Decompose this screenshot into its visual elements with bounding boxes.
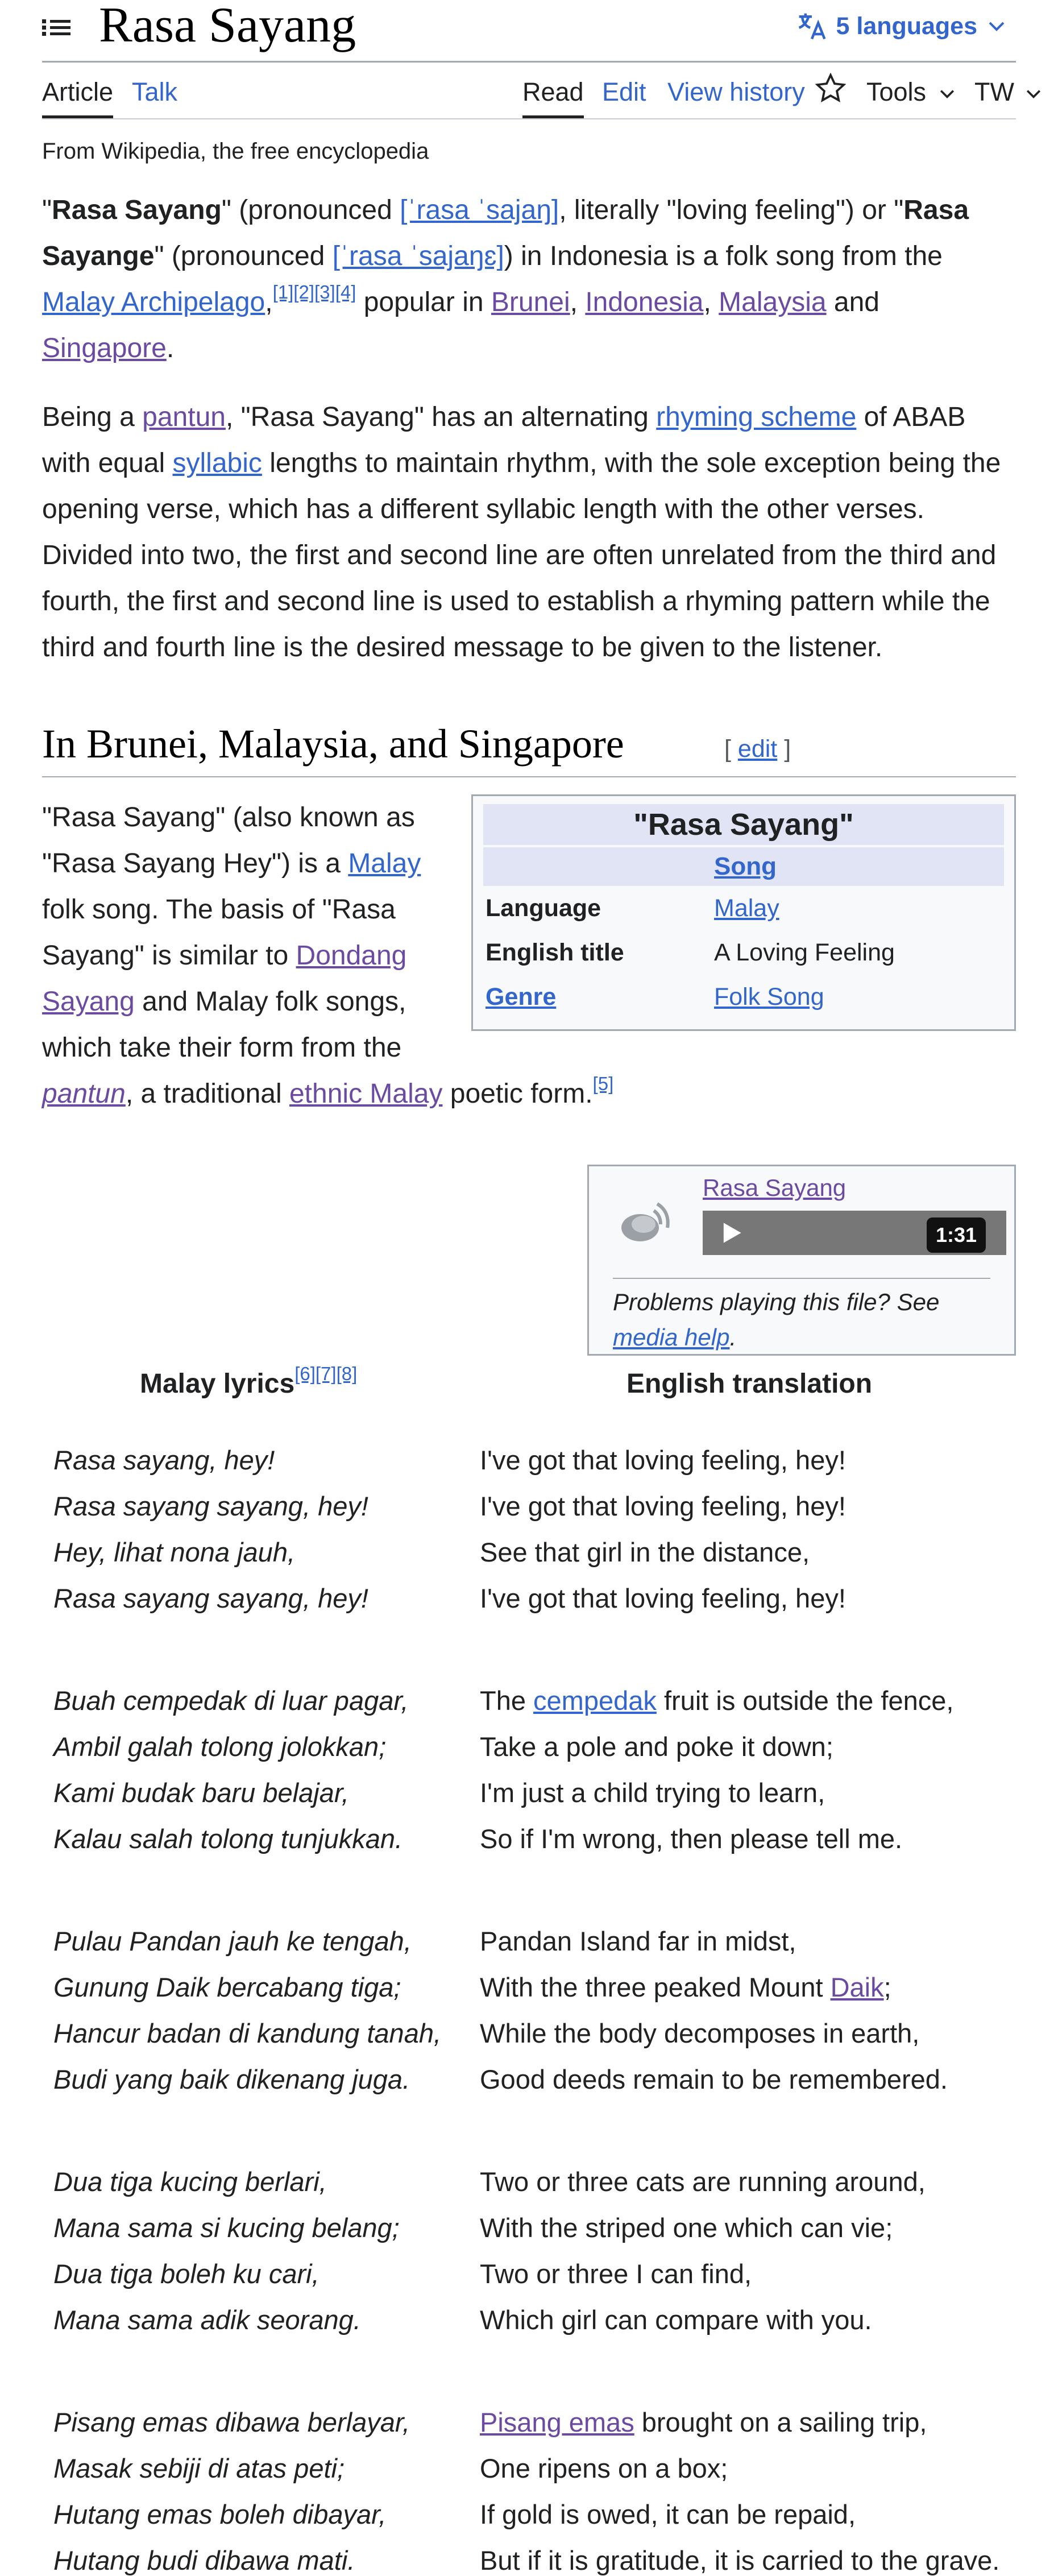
lyric-link[interactable]: Pisang emas [480, 2407, 634, 2437]
play-icon[interactable] [719, 1220, 744, 1245]
citation-link[interactable]: [1] [272, 281, 294, 303]
section-title: In Brunei, Malaysia, and Singapore [42, 721, 624, 767]
infobox-title: "Rasa Sayang" [483, 804, 1004, 845]
ipa-link[interactable]: [ˈrasa ˈsajaŋ] [400, 195, 559, 225]
translate-icon [796, 10, 828, 42]
song-link[interactable]: Song [714, 852, 777, 880]
malay-lyric-line: Dua tiga kucing berlari, [53, 2167, 327, 2197]
malay-lyric-line: Hey, lihat nona jauh, [53, 1537, 296, 1567]
ethnic-malay-link[interactable]: ethnic Malay [289, 1079, 443, 1109]
chevron-down-icon [937, 84, 957, 104]
english-lyric-line: I'm just a child trying to learn, [480, 1778, 825, 1808]
english-lyric-line [480, 1972, 891, 2003]
tw-menu[interactable] [974, 77, 1044, 107]
pantun-link[interactable]: pantun [42, 1079, 126, 1109]
text: lengths to maintain rhythm, with the sole exception being the [262, 448, 1001, 478]
audio-help [613, 1285, 939, 1355]
chevron-down-icon [1023, 84, 1044, 104]
text: with equal [42, 448, 173, 478]
citation-link[interactable]: [2] [293, 281, 314, 303]
malay-lyric-line: Ambil galah tolong jolokkan; [53, 1732, 387, 1762]
intro-paragraph [42, 187, 1016, 371]
english-translation-header: English translation [626, 1369, 873, 1399]
text: Problems playing this file? See [613, 1289, 940, 1315]
english-lyric-line [480, 1685, 953, 1716]
english-lyric-line: I've got that loving feeling, hey! [480, 1445, 846, 1475]
infobox-subtitle [483, 847, 1004, 886]
english-lyric-line: If gold is owed, it can be repaid, [480, 2499, 856, 2529]
text-line [42, 840, 421, 887]
english-lyric-line: But if it is gratitude, it is carried to the grave. [480, 2545, 1000, 2575]
audio-duration: 1:31 [927, 1217, 986, 1253]
text: " [42, 195, 52, 225]
text: brought on a sailing trip, [634, 2407, 927, 2437]
pantun-link[interactable]: pantun [142, 402, 226, 432]
malay-lyric-line: Rasa sayang sayang, hey! [53, 1583, 368, 1613]
languages-label: 5 languages [836, 12, 977, 40]
language-value-link[interactable]: Malay [714, 894, 779, 922]
tab-talk[interactable]: Talk [132, 77, 178, 106]
tab-article[interactable]: Article [42, 77, 114, 106]
english-lyric-line: Two or three I can find, [480, 2259, 752, 2289]
tab-read[interactable]: Read [522, 77, 584, 106]
ipa-link[interactable]: [ˈrasa ˈsajaŋɛ] [332, 241, 504, 271]
text: Sayang" is similar to [42, 941, 296, 971]
page-header [42, 0, 1016, 63]
malaysia-link[interactable]: Malaysia [719, 287, 827, 317]
brunei-link[interactable]: Brunei [491, 287, 570, 317]
malay-lyric-line: Budi yang baik dikenang juga. [53, 2064, 410, 2094]
english-lyric-line: So if I'm wrong, then please tell me. [480, 1824, 903, 1854]
infobox-label: Language [486, 894, 601, 922]
genre-value-link[interactable]: Folk Song [714, 983, 824, 1010]
language-button[interactable] [796, 10, 1016, 42]
singapore-link[interactable]: Singapore [42, 333, 167, 363]
malay-lyric-line: Pulau Pandan jauh ke tengah, [53, 1926, 412, 1956]
malay-link[interactable]: Malay [348, 848, 421, 879]
text: , "Rasa Sayang" has an alternating [225, 402, 657, 432]
text: of ABAB [856, 402, 966, 432]
text: ) in Indonesia is a folk song from the [504, 241, 943, 271]
text-line: folk song. The basis of "Rasa [42, 894, 396, 925]
tagline: From Wikipedia, the free encyclopedia [42, 139, 429, 164]
audio-player[interactable] [703, 1211, 1006, 1255]
malay-lyrics-header [140, 1363, 358, 1399]
english-lyric-line: With the striped one which can vie; [480, 2213, 893, 2243]
rhyming-scheme-link[interactable]: rhyming scheme [656, 402, 857, 432]
audio-player-box [587, 1165, 1016, 1356]
malay-lyric-line: Gunung Daik bercabang tiga; [53, 1972, 401, 2002]
text: fruit is outside the fence, [656, 1685, 954, 1716]
tools-label: Tools [866, 77, 927, 106]
text: , [703, 287, 719, 317]
english-lyric-line: While the body decomposes in earth, [480, 2018, 920, 2048]
article-name: Rasa Sayang [52, 195, 222, 225]
text-line: which take their form from the [42, 1033, 402, 1063]
infobox-row-genre [483, 975, 1004, 1019]
citation-link[interactable]: [6] [294, 1363, 316, 1384]
infobox-row-english-title [483, 930, 1004, 975]
text: " (pronounced [154, 241, 333, 271]
text: With the three peaked Mount [480, 1972, 831, 2002]
english-lyric-line: Good deeds remain to be remembered. [480, 2064, 948, 2094]
audio-title-link[interactable]: Rasa Sayang [703, 1174, 847, 1201]
infobox-label: English title [486, 939, 624, 966]
english-lyric-line: I've got that loving feeling, hey! [480, 1491, 846, 1521]
citation-link[interactable]: [8] [336, 1363, 358, 1384]
malay-lyric-line: Masak sebiji di atas peti; [53, 2453, 345, 2483]
text: The [480, 1685, 534, 1716]
text: , [265, 287, 273, 317]
malay-lyric-line: Buah cempedak di luar pagar, [53, 1685, 409, 1716]
text: third and fourth line is the desired message to be given to the listener. [42, 632, 883, 662]
malay-lyric-line: Hutang budi dibawa mati. [53, 2545, 355, 2575]
alt-name: Rasa Sayange [42, 195, 969, 271]
page-title: Rasa Sayang [99, 0, 356, 53]
english-lyric-line: Pandan Island far in midst, [480, 1926, 796, 1956]
lyric-link[interactable]: Daik [830, 1972, 884, 2002]
media-help-link[interactable]: media help [613, 1324, 730, 1351]
citation-link[interactable]: [3] [314, 281, 335, 303]
menu-icon[interactable] [42, 13, 72, 42]
star-icon[interactable] [815, 73, 846, 103]
text: . [166, 333, 175, 363]
syllabic-link[interactable]: syllabic [172, 448, 262, 478]
tab-view-history[interactable]: View history [667, 77, 805, 106]
text: opening verse, which has a different syllabic length with the other verses. [42, 494, 924, 524]
text-line [42, 979, 406, 1025]
malay-lyric-line: Dua tiga boleh ku cari, [53, 2259, 320, 2289]
chevron-down-icon [985, 15, 1008, 38]
malay-lyric-line: Rasa sayang sayang, hey! [53, 1491, 368, 1521]
pantun-paragraph [42, 394, 1016, 670]
malay-lyric-line: Kami budak baru belajar, [53, 1778, 349, 1808]
malay-lyric-line: Hancur badan di kandung tanah, [53, 2018, 442, 2048]
text: "Rasa Sayang Hey") is a [42, 848, 348, 879]
text-line: "Rasa Sayang" (also known as [42, 802, 415, 833]
english-lyric-line [480, 2407, 927, 2438]
text: , a traditional [125, 1079, 289, 1109]
malay-lyric-line: Kalau salah tolong tunjukkan. [53, 1824, 403, 1854]
text: fourth, the first and second line is used to establish a rhyming pattern while the [42, 586, 990, 616]
malay-lyric-line: Mana sama si kucing belang; [53, 2213, 400, 2243]
infobox-value: A Loving Feeling [714, 939, 895, 966]
text: ; [883, 1972, 891, 2002]
section-body [42, 794, 1016, 1147]
indonesia-link[interactable]: Indonesia [585, 287, 704, 317]
citation-link[interactable]: [4] [335, 281, 356, 303]
text: popular in [356, 287, 491, 317]
bracket: [ [724, 735, 738, 763]
tw-label: TW [974, 77, 1014, 106]
citation-link[interactable]: [7] [315, 1363, 337, 1384]
text: Divided into two, the first and second line are often unrelated from the third and [42, 540, 997, 570]
malay-lyric-line: Mana sama adik seorang. [53, 2305, 361, 2335]
text-line [42, 1071, 613, 1117]
text: and [826, 287, 879, 317]
genre-label-link[interactable]: Genre [486, 983, 557, 1010]
bracket: ] [777, 735, 791, 763]
section-edit [724, 735, 791, 763]
text: . [729, 1324, 737, 1351]
english-lyric-line: Which girl can compare with you. [480, 2305, 872, 2335]
page-tabs [42, 63, 1016, 119]
tools-menu[interactable] [866, 77, 957, 107]
text-line [42, 933, 406, 979]
malay-lyric-line: Hutang emas boleh dibayar, [53, 2499, 387, 2529]
section-edit-link[interactable]: edit [737, 735, 778, 763]
tab-edit[interactable]: Edit [602, 77, 646, 106]
english-lyric-line: Take a pole and poke it down; [480, 1732, 833, 1762]
lyric-link[interactable]: cempedak [533, 1685, 657, 1716]
text: poetic form. [442, 1079, 593, 1109]
section-heading [42, 720, 1016, 777]
text: , literally "loving feeling") or " [559, 195, 904, 225]
infobox-row-language [483, 886, 1004, 930]
dondang-sayang-link[interactable]: Sayang [42, 987, 135, 1017]
text: " (pronounced [221, 195, 400, 225]
malay-lyric-line: Pisang emas dibawa berlayar, [53, 2407, 410, 2437]
dondang-sayang-link[interactable]: Dondang [296, 941, 407, 971]
malay-archipelago-link[interactable]: Malay Archipelago [42, 287, 265, 317]
divider [613, 1278, 990, 1279]
infobox [471, 794, 1016, 1031]
malay-lyric-line: Rasa sayang, hey! [53, 1445, 275, 1475]
english-lyric-line: See that girl in the distance, [480, 1537, 810, 1567]
text: , [570, 287, 586, 317]
text: Malay lyrics [140, 1369, 295, 1399]
citation-link[interactable]: [5] [592, 1073, 614, 1094]
text: and Malay folk songs, [134, 987, 406, 1017]
english-lyric-line: One ripens on a box; [480, 2453, 728, 2483]
english-lyric-line: Two or three cats are running around, [480, 2167, 926, 2197]
speaker-icon [613, 1190, 681, 1258]
text: Being a [42, 402, 143, 432]
english-lyric-line: I've got that loving feeling, hey! [480, 1583, 846, 1613]
